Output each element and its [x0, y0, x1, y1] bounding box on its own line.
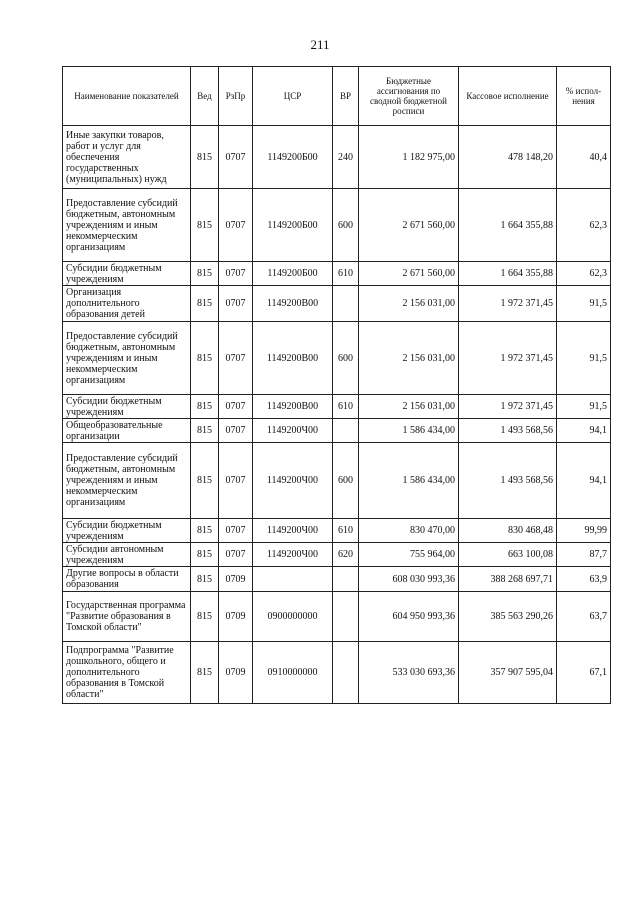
- row-rzpr: 0707: [219, 126, 253, 189]
- budget-execution-table: [62, 66, 611, 704]
- table-row: [63, 322, 611, 395]
- row-ved: 815: [191, 395, 219, 419]
- table-row: [63, 543, 611, 567]
- row-vr: 610: [333, 395, 359, 419]
- row-percent: 40,4: [557, 126, 611, 189]
- row-budget: 2 671 560,00: [359, 262, 459, 286]
- row-name: Предоставление субсидий бюджетным, автономным учреждениям и иным некоммерческим организациям: [63, 189, 191, 262]
- row-percent: 94,1: [557, 419, 611, 443]
- row-vr: 610: [333, 519, 359, 543]
- row-csr: [253, 567, 333, 592]
- table-row: [63, 519, 611, 543]
- row-name: Иные закупки товаров, работ и услуг для обеспечения государственных (муниципальных) нужд: [63, 126, 191, 189]
- row-vr: [333, 642, 359, 704]
- row-percent: 91,5: [557, 286, 611, 322]
- row-percent: 94,1: [557, 443, 611, 519]
- row-percent: 63,9: [557, 567, 611, 592]
- row-percent: 63,7: [557, 592, 611, 642]
- row-csr: 0900000000: [253, 592, 333, 642]
- row-budget: 1 586 434,00: [359, 419, 459, 443]
- row-csr: 1149200Ч00: [253, 443, 333, 519]
- row-budget: 755 964,00: [359, 543, 459, 567]
- row-csr: 1149200В00: [253, 395, 333, 419]
- row-ved: 815: [191, 543, 219, 567]
- row-vr: 600: [333, 189, 359, 262]
- row-percent: 91,5: [557, 322, 611, 395]
- row-csr: 1149200Ч00: [253, 543, 333, 567]
- row-vr: 600: [333, 322, 359, 395]
- row-name: Другие вопросы в области образования: [63, 567, 191, 592]
- row-cash: 663 100,08: [459, 543, 557, 567]
- row-csr: 1149200Б00: [253, 189, 333, 262]
- row-budget: 2 156 031,00: [359, 286, 459, 322]
- row-cash: 1 972 371,45: [459, 395, 557, 419]
- row-csr: 0910000000: [253, 642, 333, 704]
- row-cash: 388 268 697,71: [459, 567, 557, 592]
- page-number: 211: [310, 37, 330, 52]
- row-vr: [333, 286, 359, 322]
- row-vr: 600: [333, 443, 359, 519]
- row-name: Субсидии автономным учреждениям: [63, 543, 191, 567]
- table-row: [63, 189, 611, 262]
- row-rzpr: 0707: [219, 443, 253, 519]
- row-percent: 67,1: [557, 642, 611, 704]
- row-cash: 357 907 595,04: [459, 642, 557, 704]
- row-name: Субсидии бюджетным учреждениям: [63, 262, 191, 286]
- header-percent: % испол- нения: [557, 67, 611, 126]
- row-ved: 815: [191, 642, 219, 704]
- row-rzpr: 0707: [219, 419, 253, 443]
- row-ved: 815: [191, 592, 219, 642]
- row-ved: 815: [191, 519, 219, 543]
- row-rzpr: 0709: [219, 592, 253, 642]
- row-budget: 2 671 560,00: [359, 189, 459, 262]
- row-rzpr: 0709: [219, 642, 253, 704]
- row-rzpr: 0707: [219, 262, 253, 286]
- row-rzpr: 0707: [219, 519, 253, 543]
- row-cash: 478 148,20: [459, 126, 557, 189]
- header-ved: Вед: [191, 67, 219, 126]
- row-ved: 815: [191, 286, 219, 322]
- row-name: Подпрограмма "Развитие дошкольного, общего и дополнительного образования в Томской области": [63, 642, 191, 704]
- row-name: Государственная программа "Развитие образования в Томской области": [63, 592, 191, 642]
- row-ved: 815: [191, 126, 219, 189]
- row-name: Предоставление субсидий бюджетным, автономным учреждениям и иным некоммерческим организациям: [63, 443, 191, 519]
- row-name: Субсидии бюджетным учреждениям: [63, 395, 191, 419]
- row-rzpr: 0707: [219, 189, 253, 262]
- row-csr: 1149200Б00: [253, 262, 333, 286]
- row-ved: 815: [191, 322, 219, 395]
- row-name: Предоставление субсидий бюджетным, автономным учреждениям и иным некоммерческим организациям: [63, 322, 191, 395]
- row-vr: [333, 419, 359, 443]
- row-cash: 1 664 355,88: [459, 262, 557, 286]
- row-rzpr: 0707: [219, 322, 253, 395]
- header-csr: ЦСР: [253, 67, 333, 126]
- row-cash: 830 468,48: [459, 519, 557, 543]
- header-rzpr: РзПр: [219, 67, 253, 126]
- row-budget: 2 156 031,00: [359, 322, 459, 395]
- row-budget: 830 470,00: [359, 519, 459, 543]
- table-row: [63, 395, 611, 419]
- row-vr: 620: [333, 543, 359, 567]
- row-percent: 62,3: [557, 262, 611, 286]
- header-budget: Бюджетные ассигнования по сводной бюджетной росписи: [359, 67, 459, 126]
- row-percent: 91,5: [557, 395, 611, 419]
- row-percent: 99,99: [557, 519, 611, 543]
- table-row: [63, 443, 611, 519]
- row-budget: 1 182 975,00: [359, 126, 459, 189]
- header-row: [63, 67, 611, 126]
- row-vr: 240: [333, 126, 359, 189]
- table-row: [63, 567, 611, 592]
- table-row: [63, 419, 611, 443]
- row-name: Субсидии бюджетным учреждениям: [63, 519, 191, 543]
- row-cash: 1 664 355,88: [459, 189, 557, 262]
- row-rzpr: 0707: [219, 395, 253, 419]
- table-row: [63, 286, 611, 322]
- header-vr: ВР: [333, 67, 359, 126]
- table-row: [63, 642, 611, 704]
- row-csr: 1149200Б00: [253, 126, 333, 189]
- row-percent: 62,3: [557, 189, 611, 262]
- row-cash: 1 493 568,56: [459, 443, 557, 519]
- row-cash: 1 972 371,45: [459, 322, 557, 395]
- header-name: Наименование показателей: [63, 67, 191, 126]
- row-vr: [333, 567, 359, 592]
- row-csr: 1149200Ч00: [253, 519, 333, 543]
- table-row: [63, 262, 611, 286]
- header-cash: Кассовое исполнение: [459, 67, 557, 126]
- row-ved: 815: [191, 567, 219, 592]
- row-vr: [333, 592, 359, 642]
- row-cash: 1 493 568,56: [459, 419, 557, 443]
- row-percent: 87,7: [557, 543, 611, 567]
- row-budget: 608 030 993,36: [359, 567, 459, 592]
- row-ved: 815: [191, 189, 219, 262]
- row-cash: 385 563 290,26: [459, 592, 557, 642]
- row-budget: 533 030 693,36: [359, 642, 459, 704]
- table-row: [63, 126, 611, 189]
- row-csr: 1149200Ч00: [253, 419, 333, 443]
- row-vr: 610: [333, 262, 359, 286]
- row-name: Организация дополнительного образования детей: [63, 286, 191, 322]
- row-budget: 604 950 993,36: [359, 592, 459, 642]
- row-rzpr: 0707: [219, 543, 253, 567]
- row-budget: 1 586 434,00: [359, 443, 459, 519]
- row-csr: 1149200В00: [253, 322, 333, 395]
- row-ved: 815: [191, 443, 219, 519]
- row-cash: 1 972 371,45: [459, 286, 557, 322]
- row-rzpr: 0709: [219, 567, 253, 592]
- row-csr: 1149200В00: [253, 286, 333, 322]
- row-ved: 815: [191, 419, 219, 443]
- row-rzpr: 0707: [219, 286, 253, 322]
- row-budget: 2 156 031,00: [359, 395, 459, 419]
- row-ved: 815: [191, 262, 219, 286]
- table-row: [63, 592, 611, 642]
- row-name: Общеобразовательные организации: [63, 419, 191, 443]
